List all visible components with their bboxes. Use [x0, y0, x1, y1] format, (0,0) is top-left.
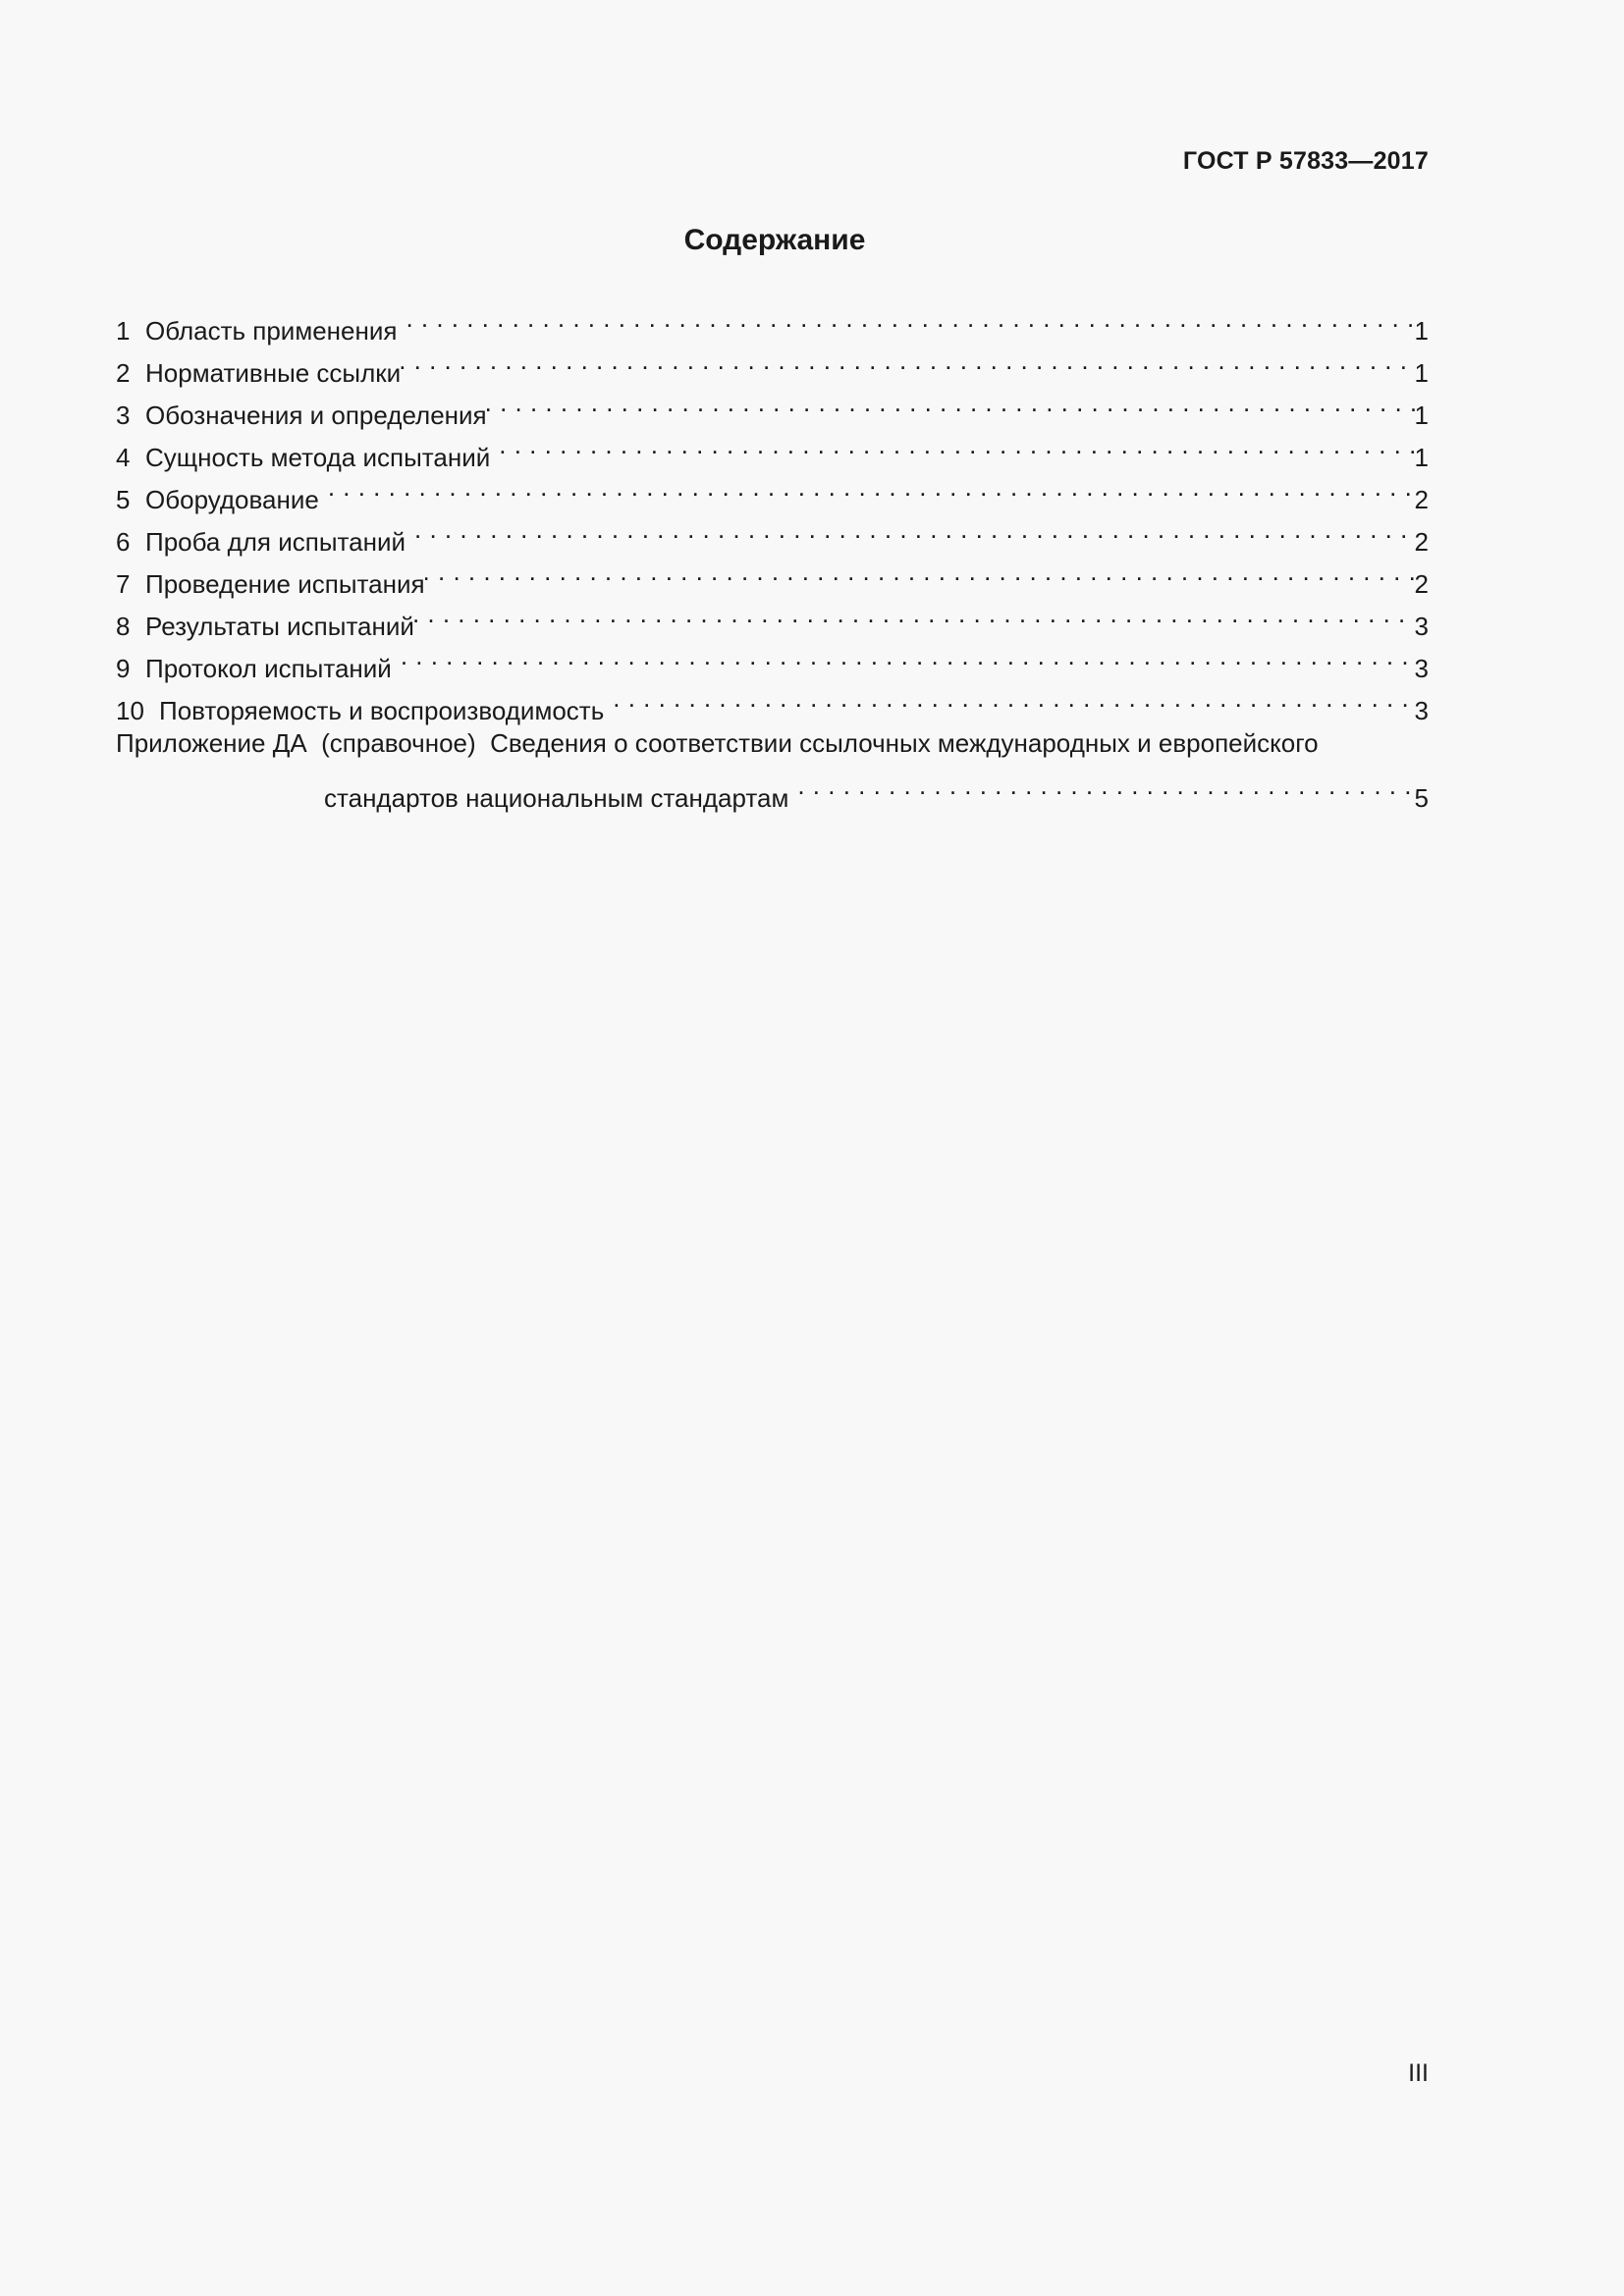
toc-entry-label: Проба для испытаний [145, 527, 406, 557]
toc-entry-page-number: 3 [1414, 612, 1429, 641]
toc-entry-label: Обозначения и определения [145, 400, 487, 430]
standard-number-header: ГОСТ Р 57833—2017 [1182, 147, 1429, 175]
toc-entry-number: 5 [116, 485, 137, 514]
toc-entry-page-number: 3 [1414, 654, 1429, 683]
dot-leader [401, 340, 1414, 382]
page-folio: III [1408, 2059, 1429, 2087]
toc-appendix-entry[interactable] [116, 722, 1429, 813]
toc-entry-label: Протокол испытаний [145, 654, 392, 683]
toc-entry-number: 9 [116, 654, 137, 683]
dot-leader [397, 297, 1414, 340]
toc-entry-page-number: 1 [1414, 400, 1429, 430]
toc-entry-number: 10 [116, 696, 152, 725]
page-title: Содержание [683, 224, 866, 256]
dot-leader [425, 551, 1415, 593]
toc-appendix-line-1: Приложение ДА (справочное) Сведения о соответствии ссылочных международных и европейского [116, 728, 1319, 758]
toc-entry-number: 6 [116, 527, 137, 557]
toc-entry-page-number: 2 [1414, 485, 1429, 514]
toc-entry-label: Нормативные ссылки [145, 358, 402, 388]
dot-leader [392, 635, 1415, 677]
toc-entry-page-number: 2 [1414, 527, 1429, 557]
toc-entry-page-number: 2 [1414, 569, 1429, 599]
toc-entry-label: Оборудование [145, 485, 319, 514]
dot-leader [604, 677, 1414, 720]
toc-entry-number: 7 [116, 569, 137, 599]
toc-entry-number: 8 [116, 612, 137, 641]
dot-leader [406, 508, 1415, 551]
toc-entry-page-number: 1 [1414, 443, 1429, 472]
toc-entry-page-number: 1 [1414, 358, 1429, 388]
toc-entry-number: 1 [116, 316, 137, 346]
dot-leader [487, 382, 1415, 424]
table-of-contents [116, 297, 1429, 725]
dot-leader [490, 424, 1414, 466]
dot-leader [319, 466, 1415, 508]
toc-entry-label: Сущность метода испытаний [145, 443, 491, 472]
toc-entry-label: Проведение испытания [145, 569, 425, 599]
toc-entry[interactable] [116, 297, 1429, 346]
toc-entry-number: 2 [116, 358, 137, 388]
toc-appendix-label: стандартов национальным стандартам [324, 783, 789, 813]
toc-entry-number: 3 [116, 400, 137, 430]
toc-entry-page-number: 1 [1414, 316, 1429, 346]
toc-appendix-page-number: 5 [1414, 783, 1429, 813]
toc-entry-label: Область применения [145, 316, 398, 346]
dot-leader [414, 593, 1415, 635]
toc-entry-page-number: 3 [1414, 696, 1429, 725]
toc-entry-label: Повторяемость и воспроизводимость [159, 696, 605, 725]
toc-entry-number: 4 [116, 443, 137, 472]
toc-appendix-line-2 [116, 765, 1429, 813]
dot-leader [788, 765, 1414, 807]
toc-entry-label: Результаты испытаний [145, 612, 414, 641]
